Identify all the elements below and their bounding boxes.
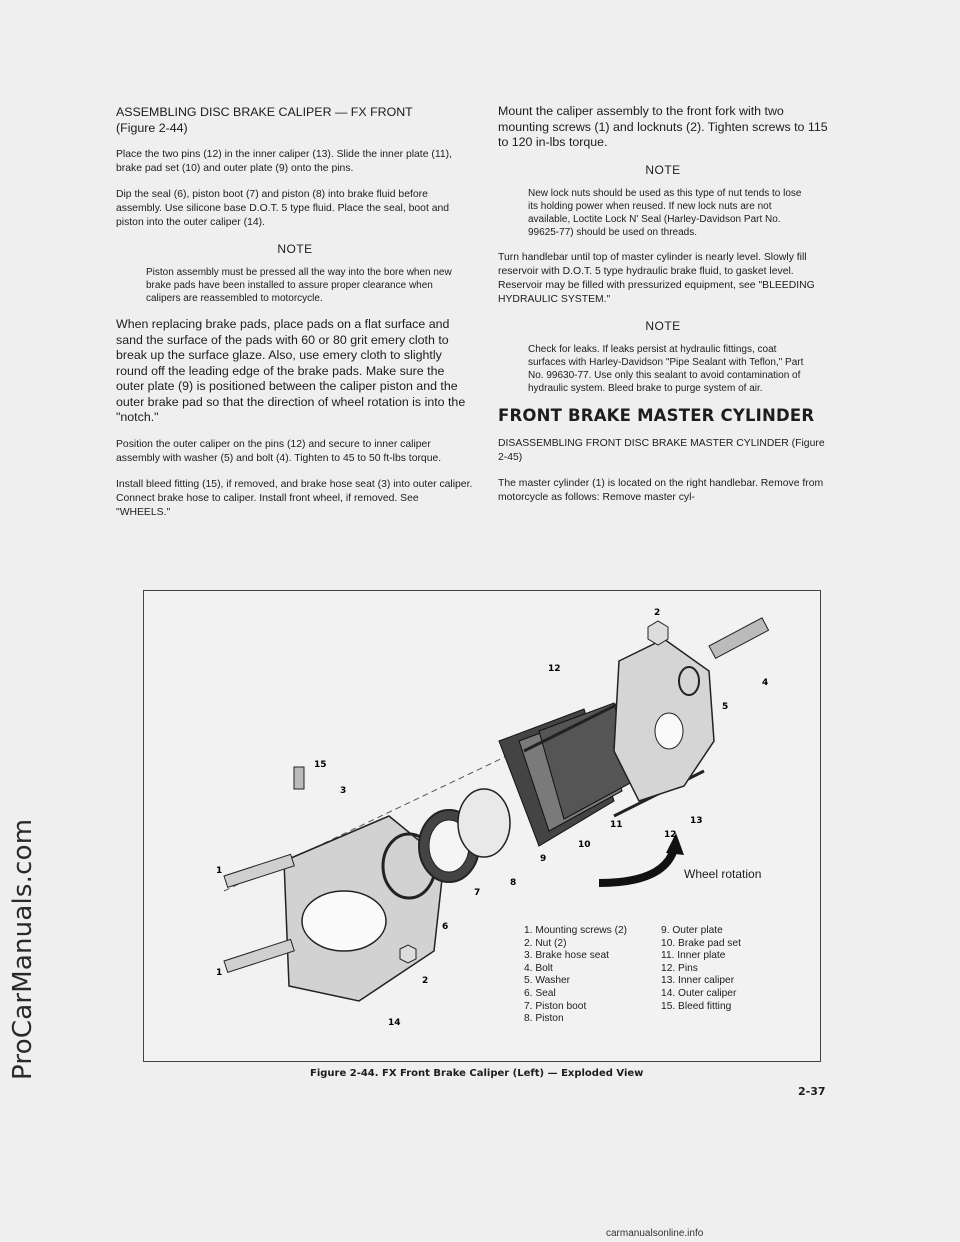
callout: 8 — [510, 878, 517, 888]
paragraph: Dip the seal (6), piston boot (7) and piston (8) into brake fluid before assembly. Use silicone base D.O.T. 5 type fluid. Place the seal, boot and piston into the outer caliper (14). — [116, 189, 450, 228]
callout: 9 — [540, 854, 547, 864]
callout: 1 — [216, 866, 223, 876]
right-column — [498, 104, 828, 517]
callout: 10 — [578, 840, 591, 850]
subheading: DISASSEMBLING FRONT DISC BRAKE MASTER CYLINDER (Figure 2-45) — [498, 437, 825, 463]
mounting-screw-part — [224, 939, 294, 972]
note-title: NOTE — [645, 162, 681, 177]
legend-item: 6. Seal — [524, 987, 556, 999]
callout: 5 — [722, 702, 729, 712]
legend-item: 4. Bolt — [524, 962, 553, 974]
legend-item: 9. Outer plate — [661, 925, 723, 936]
legend-item: 14. Outer caliper — [661, 987, 737, 999]
legend-item: 7. Piston boot — [524, 1000, 587, 1012]
bleed-fitting-part — [294, 767, 304, 789]
legend-item: 11. Inner plate — [661, 950, 726, 962]
callout: 4 — [762, 678, 769, 688]
page-number: 2-37 — [798, 1085, 826, 1098]
nut-part — [400, 945, 416, 963]
legend-item: 5. Washer — [524, 975, 571, 987]
callout: 2 — [654, 608, 661, 618]
paragraph: Install bleed fitting (15), if removed, and brake hose seat (3) into outer caliper. Connect brake hose to caliper. Install front wheel, if removed. See "WHEELS." — [116, 478, 473, 518]
legend-item: 2. Nut (2) — [524, 937, 567, 949]
exploded-view-figure — [143, 590, 821, 1062]
callout: 3 — [340, 786, 347, 796]
parts-legend — [524, 925, 741, 1026]
note-title: NOTE — [277, 242, 313, 256]
legend-column-1 — [524, 925, 627, 1026]
legend-item: 3. Brake hose seat — [524, 950, 609, 962]
legend-item: 10. Brake pad set — [661, 937, 741, 949]
callout: 11 — [610, 820, 623, 830]
figure-caption: Figure 2-44. FX Front Brake Caliper (Left) — Exploded View — [310, 1068, 644, 1079]
callout: 15 — [314, 760, 327, 770]
paragraph-emphasis: When replacing brake pads, place pads on a flat surface and sand the surface of the pads with 60 or 80 grit emery cloth to break up the surface glaze. Also, use emery cloth to slightly round off the leading edge of the brake pads. Make sure the outer plate (9) is positioned between the caliper piston and the outer brake pad so that the direction of wheel rotation is into the "notch." — [116, 317, 466, 424]
callout: 2 — [422, 976, 429, 986]
callout: 6 — [442, 922, 449, 932]
left-column — [116, 104, 474, 532]
wheel-rotation-arrow — [599, 849, 674, 883]
legend-item: 8. Piston — [524, 1013, 564, 1025]
piston-bore-part — [302, 891, 386, 951]
legend-column-2 — [661, 925, 741, 1026]
paragraph: Mount the caliper assembly to the front fork with two mounting screws (1) and locknuts (2). Tighten screws to 115 to 120 in-lbs torque. — [498, 104, 828, 149]
callout: 12 — [664, 830, 677, 840]
piston-part — [458, 789, 510, 857]
note-title: NOTE — [645, 318, 681, 333]
callout: 14 — [388, 1018, 401, 1028]
callout: 7 — [474, 888, 481, 898]
paragraph: The master cylinder (1) is located on the right handlebar. Remove from motorcycle as follows: Remove master cyl- — [498, 477, 824, 503]
legend-item: 1. Mounting screws (2) — [524, 925, 628, 936]
callout: 1 — [216, 968, 223, 978]
section-title: FRONT BRAKE MASTER CYLINDER — [498, 405, 815, 425]
bottom-watermark: carmanualsonline.info — [606, 1228, 704, 1239]
bolt-part — [709, 618, 769, 659]
callout: 12 — [548, 664, 561, 674]
paragraph: Place the two pins (12) in the inner caliper (13). Slide the inner plate (11), brake pad set (10) and outer plate (9) onto the pins. — [116, 149, 452, 174]
legend-item: 13. Inner caliper — [661, 975, 735, 987]
wheel-rotation-label: Wheel rotation — [684, 867, 762, 881]
legend-item: 15. Bleed fitting — [661, 1000, 732, 1012]
note-text: New lock nuts should be used as this type of nut tends to lose its holding power when reused. If new lock nuts are not available, Loctite Lock N' Seal (Harley-Davidson Part No. 99625-77) should be used on threads. — [528, 187, 802, 238]
paragraph: Turn handlebar until top of master cylinder is nearly level. Slowly fill reservoir with D.O.T. 5 type hydraulic brake fluid, to gasket level. Reservoir may be filled with pressurized equipment, see "BLEEDING HYDRAULIC SYSTEM." — [498, 251, 815, 305]
note-text: Check for leaks. If leaks persist at hydraulic fittings, coat surfaces with Harley-Davidson "Pipe Sealant with Teflon," Part No. 99630-77. Use only this sealant to avoid contamination of hydraulic system. Bleed brake to purge system of air. — [528, 343, 804, 394]
note-text: Piston assembly must be pressed all the way into the bore when new brake pads have been installed to assure proper clearance when calipers are reassembled to motorcycle. — [146, 267, 452, 304]
paragraph: Position the outer caliper on the pins (12) and secure to inner caliper assembly with washer (5) and bolt (4). Tighten to 45 to 50 ft-lbs torque. — [116, 438, 442, 464]
callout: 13 — [690, 816, 703, 826]
side-watermark: ProCarManuals.com — [8, 818, 38, 1080]
legend-item: 12. Pins — [661, 962, 698, 974]
inner-caliper-hole — [655, 713, 683, 749]
section-heading: ASSEMBLING DISC BRAKE CALIPER — FX FRONT (Figure 2-44) — [116, 105, 413, 135]
